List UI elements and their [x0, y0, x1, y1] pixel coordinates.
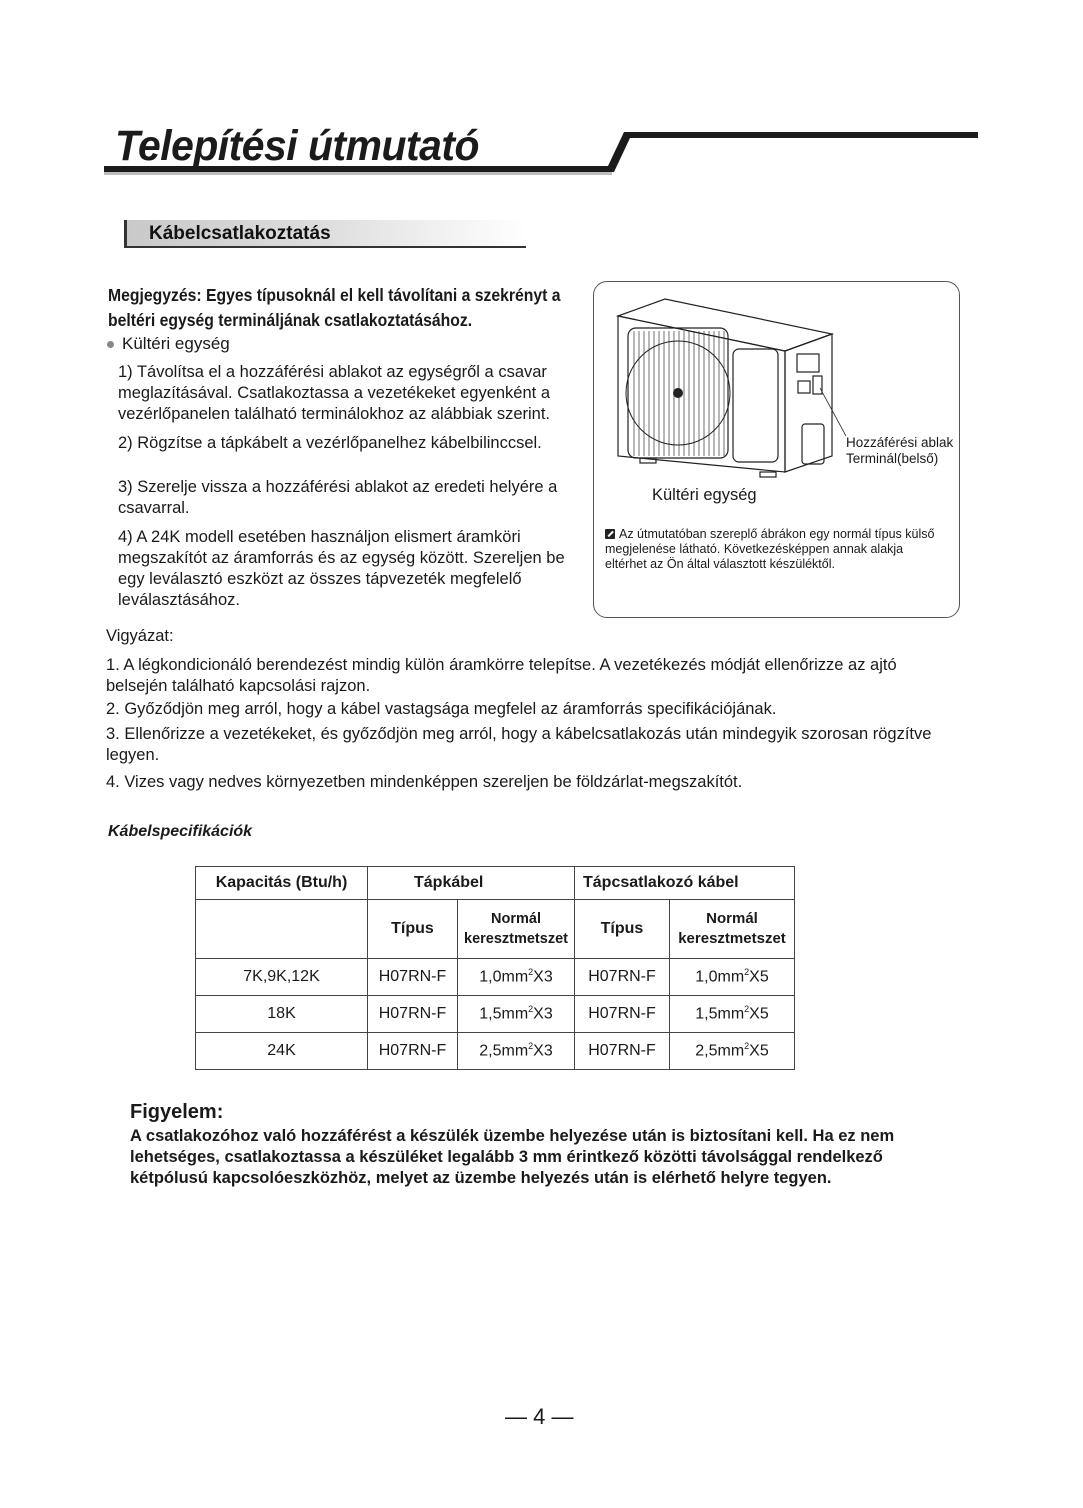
multiplier: X5 [749, 1005, 769, 1023]
capacity-cell: 7K,9K,12K [196, 959, 368, 996]
superscript: 2 [528, 967, 534, 978]
terminal-text: Terminál(belső) [846, 451, 939, 466]
empty-cell [196, 900, 368, 959]
size: 1,0mm [695, 968, 745, 986]
table-row [196, 959, 795, 996]
header-power-cross-section [458, 900, 575, 959]
size: 1,0mm [479, 968, 529, 986]
page-title: Telepítési útmutató [115, 122, 479, 170]
superscript: 2 [528, 1041, 534, 1052]
capacity-cell: 24K [196, 1033, 368, 1070]
multiplier: X3 [533, 1005, 553, 1023]
spec-title: Kábelspecifikációk [108, 823, 253, 840]
conn-size-cell [670, 1033, 795, 1070]
multiplier: X3 [533, 1042, 553, 1060]
power-size-cell [458, 959, 575, 996]
header-connecting-cable: Tápcsatlakozó kábel [575, 867, 795, 900]
size: 1,5mm [479, 1005, 529, 1023]
section-title: Kábelcsatlakoztatás [149, 223, 331, 244]
step-4: 4) A 24K modell esetében használjon elismert áramköri megszakítót az áramforrás és az egység között. Szereljen be egy leválasztó eszközt az összes tápvezeték megfelelő leválasztásához. [118, 528, 565, 609]
multiplier: X5 [749, 1042, 769, 1060]
header-power-cable: Tápkábel [368, 867, 575, 900]
cross-section-line2: keresztmetszet [464, 931, 568, 947]
multiplier: X3 [533, 968, 553, 986]
power-type-cell: H07RN-F [368, 996, 458, 1033]
outdoor-unit-illustration [610, 296, 850, 486]
section-header [124, 220, 526, 248]
power-type-cell: H07RN-F [368, 1033, 458, 1070]
illustration-caption: Kültéri egység [652, 486, 757, 504]
illustration-note-text: Az útmutatóban szereplő ábrákon egy normál típus külső megjelenése látható. Következésképpen annak alakja eltérhet az Ön által választott készüléktől. [605, 527, 935, 571]
step-3: 3) Szerelje vissza a hozzáférési ablakot az eredeti helyére a csavarral. [118, 478, 558, 517]
caution-title: Vigyázat: [106, 627, 174, 645]
cross-section-line2: keresztmetszet [678, 930, 786, 947]
header-conn-type: Típus [575, 900, 670, 959]
caution-item-3: 3. Ellenőrizze a vezetékeket, és győződjön meg arról, hogy a kábelcsatlakozás után mindegyik szorosan rögzítve legyen. [106, 725, 932, 764]
multiplier: X5 [749, 968, 769, 986]
table-subheader-row [196, 900, 795, 959]
outdoor-unit-bullet [107, 334, 230, 354]
conn-size-cell [670, 959, 795, 996]
power-size-cell [458, 1033, 575, 1070]
bullet-label: Kültéri egység [122, 334, 230, 353]
superscript: 2 [744, 1004, 750, 1015]
note-text: Megjegyzés: Egyes típusoknál el kell távolítani a szekrényt a beltéri egység termináljának csatlakoztatásához. [108, 285, 561, 330]
conn-type-cell: H07RN-F [575, 996, 670, 1033]
cross-section-line1: Normál [706, 910, 758, 927]
header-capacity: Kapacitás (Btu/h) [196, 867, 368, 900]
power-type-cell: H07RN-F [368, 959, 458, 996]
step-1: 1) Távolítsa el a hozzáférési ablakot az egységről a csavar meglazításával. Csatlakoztassa a vezetékeket egyenként a vezérlőpanelen található terminálokhoz az alábbiak szerint. [118, 363, 551, 423]
capacity-cell: 18K [196, 996, 368, 1033]
conn-size-cell [670, 996, 795, 1033]
bullet-icon [107, 341, 114, 348]
header-power-type: Típus [368, 900, 458, 959]
conn-type-cell: H07RN-F [575, 959, 670, 996]
access-window-label [846, 435, 953, 467]
table-row [196, 996, 795, 1033]
header-conn-cross-section [670, 900, 795, 959]
attention-body: A csatlakozóhoz való hozzáférést a készülék üzembe helyezése után is biztosítani kell. Ha ez nem lehetséges, csatlakoztassa a készüléket legalább 3 mm érintkező közötti távolsággal rendelkező kétpólusú kapcsolóeszközhöz, melyet az üzembe helyezés után is elérhető helyre tegyen. [130, 1127, 895, 1187]
pencil-note-icon [605, 529, 615, 539]
size: 1,5mm [695, 1005, 745, 1023]
caution-item-2: 2. Győződjön meg arról, hogy a kábel vastagsága megfelel az áramforrás specifikációjának. [106, 700, 777, 718]
table-header-row [196, 867, 795, 900]
illustration-note [605, 527, 945, 572]
power-size-cell [458, 996, 575, 1033]
caution-item-1: 1. A légkondicionáló berendezést mindig külön áramkörre telepítse. A vezetékezés módját ellenőrizze az ajtó belsején található kapcsolási rajzon. [106, 656, 897, 695]
superscript: 2 [744, 1041, 750, 1052]
size: 2,5mm [695, 1042, 745, 1060]
access-window-text: Hozzáférési ablak [846, 435, 954, 450]
superscript: 2 [528, 1004, 534, 1015]
attention-title: Figyelem: [130, 1101, 224, 1123]
superscript: 2 [744, 967, 750, 978]
size: 2,5mm [479, 1042, 529, 1060]
cable-spec-table [195, 866, 795, 1070]
table-row [196, 1033, 795, 1070]
page-number: — 4 — [505, 1404, 574, 1429]
step-2: 2) Rögzítse a tápkábelt a vezérlőpanelhez kábelbilinccsel. [118, 434, 542, 452]
conn-type-cell: H07RN-F [575, 1033, 670, 1070]
cross-section-line1: Normál [491, 911, 541, 927]
caution-item-4: 4. Vizes vagy nedves környezetben mindenképpen szereljen be földzárlat-megszakítót. [106, 773, 743, 791]
